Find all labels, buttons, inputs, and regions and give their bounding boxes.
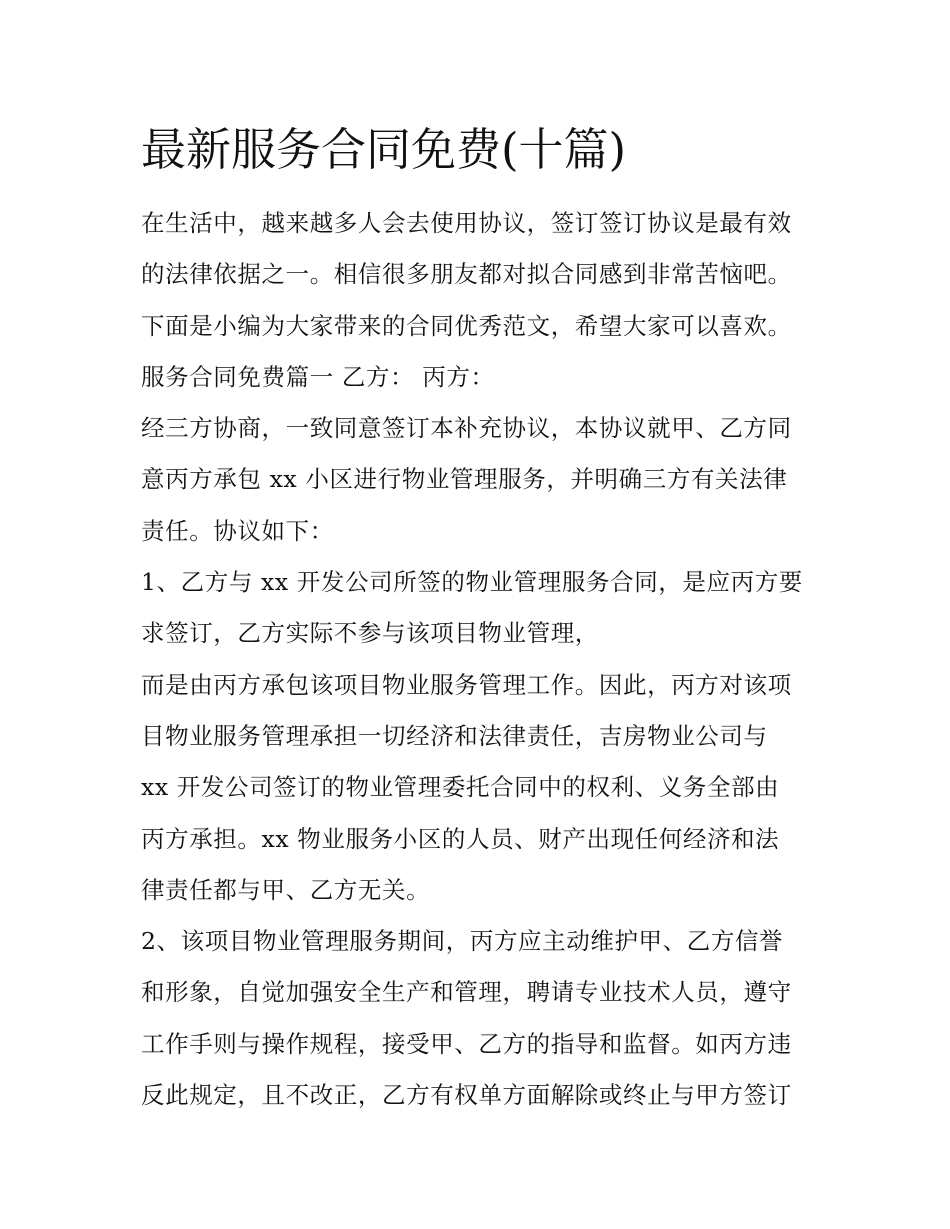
clause-line: 1、乙方与 xx 开发公司所签的物业管理服务合同，是应丙方要 [141,568,803,597]
clause-line: 和形象，自觉加强安全生产和管理，聘请专业技术人员，遵守 [141,978,792,1007]
document-body [141,112,821,1121]
section-heading-line: 服务合同免费篇一 乙方： 丙方： [141,362,495,391]
paragraph-line: 责任。协议如下： [141,516,334,545]
page-title: 最新服务合同免费(十篇) [141,123,627,176]
clause-line: 工作手则与操作规程，接受甲、乙方的指导和监督。如丙方违 [141,1029,792,1058]
clause-line: xx 开发公司签订的物业管理委托合同中的权利、义务全部由 [141,773,780,802]
paragraph-line: 意丙方承包 xx 小区进行物业管理服务，并明确三方有关法律 [141,465,788,494]
clause-line: 求签订，乙方实际不参与该项目物业管理， [141,619,599,648]
clause-line: 反此规定，且不改正，乙方有权单方面解除或终止与甲方签订 [141,1081,792,1110]
clause-line: 律责任都与甲、乙方无关。 [141,875,431,904]
paragraph-line: 经三方协商，一致同意签订本补充协议，本协议就甲、乙方同 [141,414,792,443]
paragraph-line: 的法律依据之一。相信很多朋友都对拟合同感到非常苦恼吧。 [141,260,792,289]
clause-line: 2、该项目物业管理服务期间，丙方应主动维护甲、乙方信誉 [141,927,784,956]
clause-line: 目物业服务管理承担一切经济和法律责任，吉房物业公司与 [141,721,768,750]
paragraph-line: 下面是小编为大家带来的合同优秀范文，希望大家可以喜欢。 [141,311,792,340]
clause-line: 丙方承担。xx 物业服务小区的人员、财产出现任何经济和法 [141,824,780,853]
clause-line: 而是由丙方承包该项目物业服务管理工作。因此，丙方对该项 [141,670,792,699]
paragraph-line: 在生活中，越来越多人会去使用协议，签订签订协议是最有效 [141,209,792,237]
